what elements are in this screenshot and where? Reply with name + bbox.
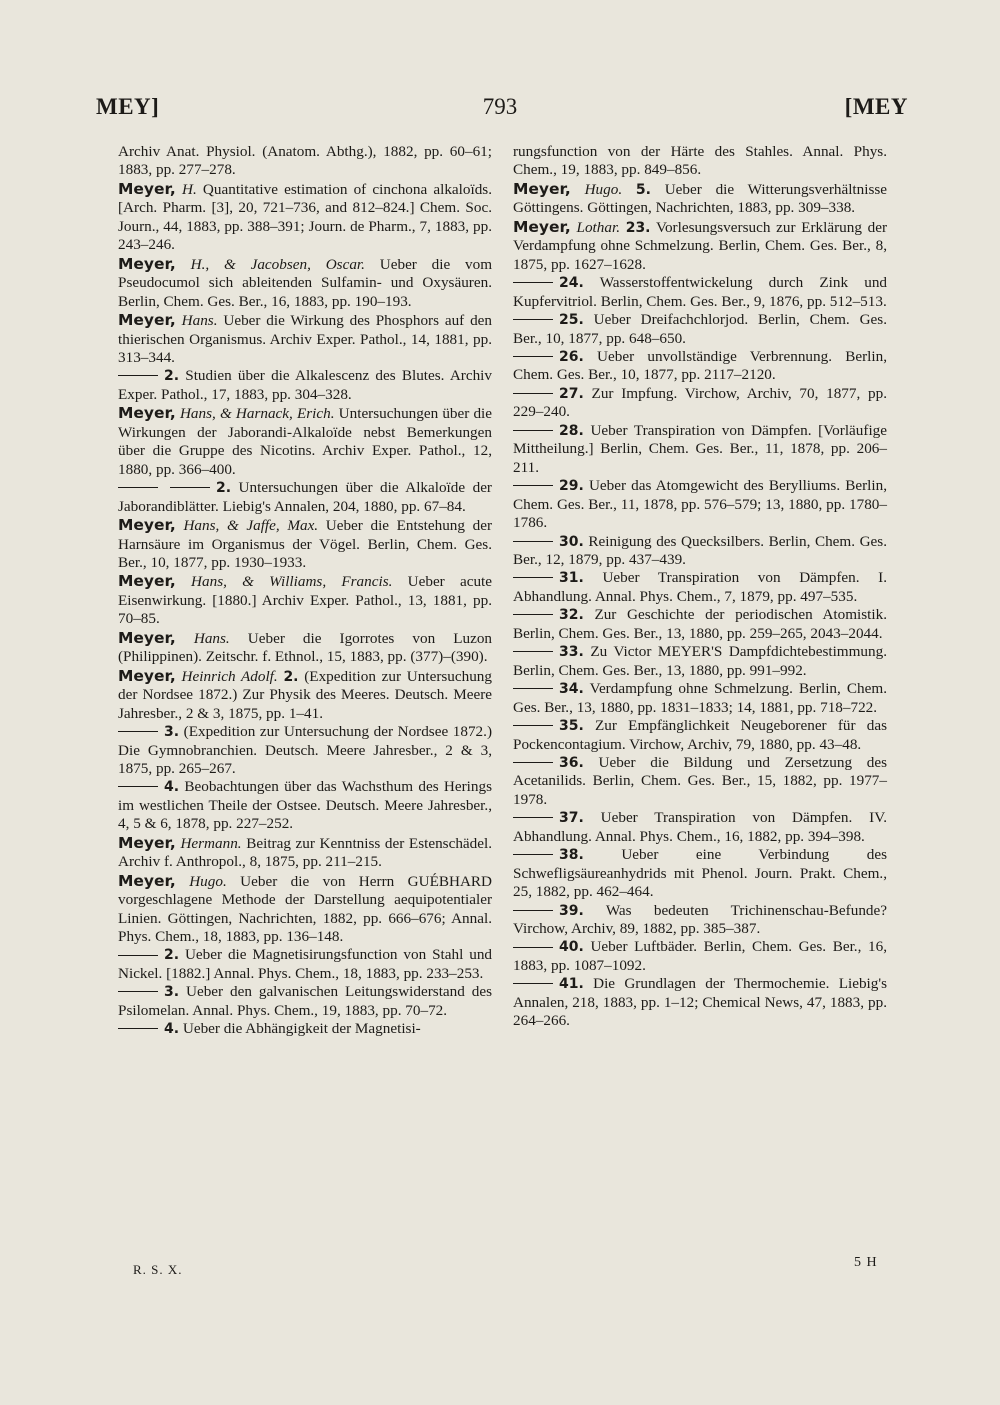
entry-number: 36. — [559, 754, 584, 771]
entry-number: 35. — [559, 718, 584, 735]
entry-text: Vorlesungsversuch zur Erklärung der Verdampfung ohne Schmelzung. Berlin, Chem. Ges. Ber., 8, 1875, pp. 1627–1628. — [513, 218, 888, 273]
bibliography-entry — [513, 754, 887, 809]
author-surname: Meyer, — [513, 179, 571, 198]
author-surname: Meyer, — [118, 516, 176, 535]
author-surname: Meyer, — [118, 871, 176, 890]
entry-text: Ueber die Abhängigkeit der Magnetisi- — [182, 1020, 421, 1038]
ditto-rule — [170, 487, 210, 488]
bibliography-entry — [513, 385, 887, 422]
bibliography-entry — [513, 975, 887, 1030]
ditto-rule — [513, 983, 553, 984]
entry-text: Ueber Dreifachchlorjod. Berlin, Chem. Ges. Ber., 10, 1877, pp. 648–650. — [513, 311, 887, 347]
entry-text: Beitrag zur Kenntniss der Estenschädel. Archiv f. Anthropol., 8, 1875, pp. 211–215. — [118, 834, 493, 871]
author-surname: Meyer, — [118, 628, 176, 647]
bibliography-entry — [513, 180, 887, 218]
entry-text: (Expedition zur Untersuchung der Nordsee 1872.) Zur Physik des Meeres. Deutsch. Meere Jahresber., 2 & 3, 1875, pp. 1–41. — [118, 667, 492, 722]
ditto-rule — [118, 991, 158, 992]
author-surname: Meyer, — [118, 833, 176, 852]
bibliography-entry — [513, 274, 887, 311]
entry-text: Ueber Luftbäder. Berlin, Chem. Ges. Ber., 16, 1883, pp. 1087–1092. — [513, 938, 887, 974]
entry-number: 4. — [164, 779, 180, 796]
entry-text: Quantitative estimation of cinchona alkaloïds. [Arch. Pharm. [3], 20, 721–736, and 812–824.] Chem. Soc. Journ., 44, 1883, pp. 388–391; Journ. de Pharm., 7, 1883, pp. 243–246. — [118, 180, 493, 254]
bibliography-entry — [118, 255, 492, 311]
bibliography-entry — [118, 180, 492, 255]
ditto-rule — [513, 854, 553, 855]
ditto-rule — [513, 485, 553, 486]
author-given-names: Hugo. — [584, 180, 623, 198]
entry-text: Reinigung des Quecksilbers. Berlin, Chem. Ges. Ber., 12, 1879, pp. 437–439. — [513, 532, 888, 568]
entry-text: Ueber die von Herrn GUÉBHARD vorgeschlagene Methode der Darstellung aequipotentialer Linien. Göttingen, Nachrichten, 1882, pp. 666–676; Annal. Phys. Chem., 18, 1883, pp. 136–148. — [118, 872, 493, 946]
entry-number: 2. — [283, 668, 299, 685]
left-column — [118, 143, 492, 1039]
author-surname: Meyer, — [513, 217, 571, 236]
entry-text: Ueber eine Verbindung des Schwefligsäureanhydrids mit Phenol. Journ. Prakt. Chem., 25, 1882, pp. 462–464. — [513, 846, 888, 901]
bibliography-entry — [118, 834, 492, 872]
bibliography-entry — [118, 516, 492, 572]
bibliography-entry — [118, 367, 492, 404]
entry-text: Studien über die Alkalescenz des Blutes. Archiv Exper. Pathol., 17, 1883, pp. 304–328. — [118, 367, 492, 403]
author-surname: Meyer, — [118, 666, 176, 685]
entry-text: rungsfunction von der Härte des Stahles. Annal. Phys. Chem., 19, 1883, pp. 849–856. — [513, 143, 887, 179]
entry-number: 30. — [559, 533, 584, 550]
entry-text: Ueber acute Eisenwirkung. [1880.] Archiv Exper. Pathol., 13, 1881, pp. 70–85. — [118, 573, 493, 628]
ditto-rule — [513, 319, 553, 320]
entry-text: Ueber die Igorrotes von Luzon (Philippinen). Zeitschr. f. Ethnol., 15, 1883, pp. (377)–(390). — [118, 629, 493, 666]
bibliography-entry — [513, 533, 887, 570]
ditto-rule — [118, 786, 158, 787]
entry-text: Wasserstoffentwickelung durch Zink und Kupfervitriol. Berlin, Chem. Ges. Ber., 9, 1876, pp. 512–513. — [513, 274, 888, 310]
author-given-names: H. — [181, 180, 197, 198]
ditto-rule — [513, 393, 553, 394]
author-surname: Meyer, — [118, 179, 176, 198]
bibliography-entry — [513, 643, 887, 680]
bibliography-entry — [513, 809, 887, 846]
author-given-names: Hugo. — [189, 872, 227, 890]
entry-number: 26. — [559, 348, 584, 365]
bibliography-entry — [118, 479, 492, 516]
entry-text: Archiv Anat. Physiol. (Anatom. Abthg.), 1882, pp. 60–61; 1883, pp. 277–278. — [118, 143, 492, 179]
author-given-names: Hans. — [181, 312, 218, 330]
entry-number: 40. — [559, 939, 584, 956]
entry-text: Verdampfung ohne Schmelzung. Berlin, Chem. Ges. Ber., 13, 1880, pp. 1831–1833; 14, 1881, pp. 718–722. — [513, 680, 887, 716]
bibliography-entry — [118, 946, 492, 983]
running-header — [0, 94, 1000, 126]
bibliography-entry — [118, 723, 492, 778]
ditto-rule — [513, 725, 553, 726]
bibliography-entry — [513, 569, 887, 606]
ditto-rule — [513, 614, 553, 615]
bibliography-entry — [118, 1020, 492, 1038]
header-right-guideword: [MEY — [844, 94, 908, 119]
entry-text: Zu Victor MEYER'S Dampfdichtebestimmung. Berlin, Chem. Ges. Ber., 13, 1880, pp. 991–992. — [513, 643, 887, 679]
author-given-names: Hans, & Williams, Francis. — [191, 573, 393, 591]
bibliography-entry — [513, 846, 887, 901]
entry-number: 25. — [559, 312, 584, 329]
entry-text: Zur Geschichte der periodischen Atomistik. Berlin, Chem. Ges. Ber., 13, 1880, pp. 259–265, 2043–2044. — [513, 606, 888, 642]
ditto-rule — [118, 487, 158, 488]
bibliography-entry — [513, 422, 887, 477]
author-given-names: Hans. — [193, 629, 230, 647]
entry-number: 2. — [164, 947, 180, 964]
author-surname: Meyer, — [118, 254, 176, 273]
entry-text: Ueber die Bildung und Zersetzung des Acetanilids. Berlin, Chem. Ges. Ber., 15, 1882, pp. 1977–1978. — [513, 753, 887, 808]
entry-text: Ueber Transpiration von Dämpfen. [Vorläufige Mittheilung.] Berlin, Chem. Ges. Ber., 11, 1878, pp. 206–211. — [513, 421, 887, 476]
bibliography-entry — [513, 680, 887, 717]
author-given-names: Hans, & Jaffe, Max. — [183, 517, 319, 535]
entry-number: 3. — [164, 984, 180, 1001]
bibliography-entry — [118, 311, 492, 367]
entry-number: 23. — [625, 219, 651, 236]
bibliography-entry — [513, 218, 887, 274]
ditto-rule — [513, 762, 553, 763]
sheet-mark: 5 H — [854, 1255, 878, 1270]
bibliography-entry — [513, 938, 887, 975]
entry-text: Zur Impfung. Virchow, Archiv, 70, 1877, pp. 229–240. — [513, 384, 888, 421]
page-number: 793 — [482, 94, 518, 119]
ditto-rule — [513, 577, 553, 578]
ditto-rule — [513, 947, 553, 948]
author-given-names: H., & Jacobsen, Oscar. — [190, 255, 365, 273]
ditto-rule — [118, 955, 158, 956]
bibliography-entry — [513, 348, 887, 385]
entry-number: 27. — [559, 385, 584, 402]
ditto-rule — [118, 375, 158, 376]
author-given-names: Heinrich Adolf. — [181, 667, 278, 685]
ditto-rule — [513, 651, 553, 652]
bibliography-entry — [513, 477, 887, 532]
author-given-names: Hermann. — [180, 834, 242, 852]
bibliography-entry — [118, 667, 492, 723]
entry-number: 41. — [559, 976, 584, 993]
bibliography-entry — [513, 311, 887, 348]
entry-number: 38. — [559, 847, 584, 864]
bibliography-entry — [118, 872, 492, 947]
entry-number: 3. — [164, 724, 180, 741]
entry-text: Beobachtungen über das Wachsthum des Herings im westlichen Theile der Ostsee. Deutsch. Meere Jahresber., 4, 5 & 6, 1878, pp. 227–252. — [118, 778, 492, 833]
ditto-rule — [513, 688, 553, 689]
entry-number: 32. — [559, 607, 584, 624]
ditto-rule — [513, 282, 553, 283]
entry-text: Ueber unvollständige Verbrennung. Berlin, Chem. Ges. Ber., 10, 1877, pp. 2117–2120. — [513, 347, 887, 384]
ditto-rule — [513, 910, 553, 911]
entry-text: Ueber die Wirkung des Phosphors auf den thierischen Organismus. Archiv Exper. Pathol., 14, 1881, pp. 313–344. — [118, 312, 493, 366]
ditto-rule — [118, 731, 158, 732]
entry-number: 5. — [635, 181, 651, 198]
entry-text: Ueber das Atomgewicht des Berylliums. Berlin, Chem. Ges. Ber., 11, 1878, pp. 576–579; 13, 1880, pp. 1780–1786. — [513, 477, 888, 532]
entry-number: 4. — [164, 1021, 180, 1038]
bibliography-entry — [513, 717, 887, 754]
entry-text: Ueber Transpiration von Dämpfen. I. Abhandlung. Annal. Phys. Chem., 7, 1879, pp. 497–535. — [513, 569, 887, 605]
entry-number: 33. — [559, 644, 584, 661]
ditto-rule — [513, 430, 553, 431]
author-surname: Meyer, — [118, 572, 176, 591]
author-given-names: Hans, & Harnack, Erich. — [179, 405, 335, 423]
ditto-rule — [513, 817, 553, 818]
author-surname: Meyer, — [118, 404, 176, 423]
bibliography-entry — [513, 143, 887, 180]
bibliography-entry — [118, 983, 492, 1020]
entry-text: Zur Empfänglichkeit Neugeborener für das Pockencontagium. Virchow, Archiv, 79, 1880, pp. 43–48. — [513, 717, 887, 753]
entry-text: Ueber Transpiration von Dämpfen. IV. Abhandlung. Annal. Phys. Chem., 16, 1882, pp. 394–398. — [513, 809, 888, 845]
bibliography-entry — [118, 572, 492, 628]
entry-text: Was bedeuten Trichinenschau-Befunde? Virchow, Archiv, 89, 1882, pp. 385–387. — [513, 901, 887, 938]
entry-text: Ueber die vom Pseudocumol sich ableitenden Sulfamin- und Oxysäuren. Berlin, Chem. Ges. Ber., 16, 1883, pp. 190–193. — [118, 255, 493, 310]
ditto-rule — [118, 1028, 158, 1029]
right-column — [513, 143, 887, 1031]
bibliography-entry — [118, 778, 492, 833]
bibliography-entry — [513, 902, 887, 939]
bibliography-entry — [118, 143, 492, 180]
entry-text: Ueber die Entstehung der Harnsäure im Organismus der Vögel. Berlin, Chem. Ges. Ber., 10, 1877, pp. 1930–1933. — [118, 517, 493, 571]
ditto-rule — [513, 356, 553, 357]
author-surname: Meyer, — [118, 311, 176, 330]
entry-number: 39. — [559, 902, 584, 919]
entry-number: 2. — [216, 480, 232, 497]
bibliography-entry — [118, 629, 492, 667]
header-left-guideword: MEY] — [96, 94, 160, 119]
bibliography-entry — [118, 404, 492, 479]
entry-text: Die Grundlagen der Thermochemie. Liebig's Annalen, 218, 1883, pp. 1–12; Chemical News, 47, 1883, pp. 264–266. — [513, 975, 888, 1030]
entry-number: 37. — [559, 810, 584, 827]
entry-number: 31. — [559, 570, 584, 587]
entry-text: Untersuchungen über die Wirkungen der Jaborandi-Alkaloïde nebst Bemerkungen über die Gruppe des Nicotins. Archiv Exper. Pathol., 12, 1880, pp. 366–400. — [118, 405, 493, 478]
entry-number: 28. — [559, 422, 584, 439]
entry-number: 2. — [164, 368, 180, 385]
entry-number: 24. — [559, 275, 584, 292]
ditto-rule — [513, 541, 553, 542]
bibliography-entry — [513, 606, 887, 643]
entry-text: Ueber den galvanischen Leitungswiderstand des Psilomelan. Annal. Phys. Chem., 19, 1883, pp. 70–72. — [118, 983, 493, 1019]
signature-mark: R. S. X. — [133, 1262, 183, 1277]
entry-text: Untersuchungen über die Alkaloïde der Jaborandiblätter. Liebig's Annalen, 204, 1880, pp. 67–84. — [118, 479, 492, 515]
entry-text: Ueber die Magnetisirungsfunction von Stahl und Nickel. [1882.] Annal. Phys. Chem., 18, 1883, pp. 233–253. — [118, 946, 493, 982]
author-given-names: Lothar. — [576, 218, 620, 236]
entry-number: 29. — [559, 478, 584, 495]
entry-text: Ueber die Witterungsverhältnisse Göttingens. Göttingen, Nachrichten, 1883, pp. 309–338. — [513, 180, 888, 217]
entry-number: 34. — [559, 681, 584, 698]
entry-text: (Expedition zur Untersuchung der Nordsee 1872.) Die Gymnobranchien. Deutsch. Meere Jahresber., 2 & 3, 1875, pp. 265–267. — [118, 723, 493, 777]
